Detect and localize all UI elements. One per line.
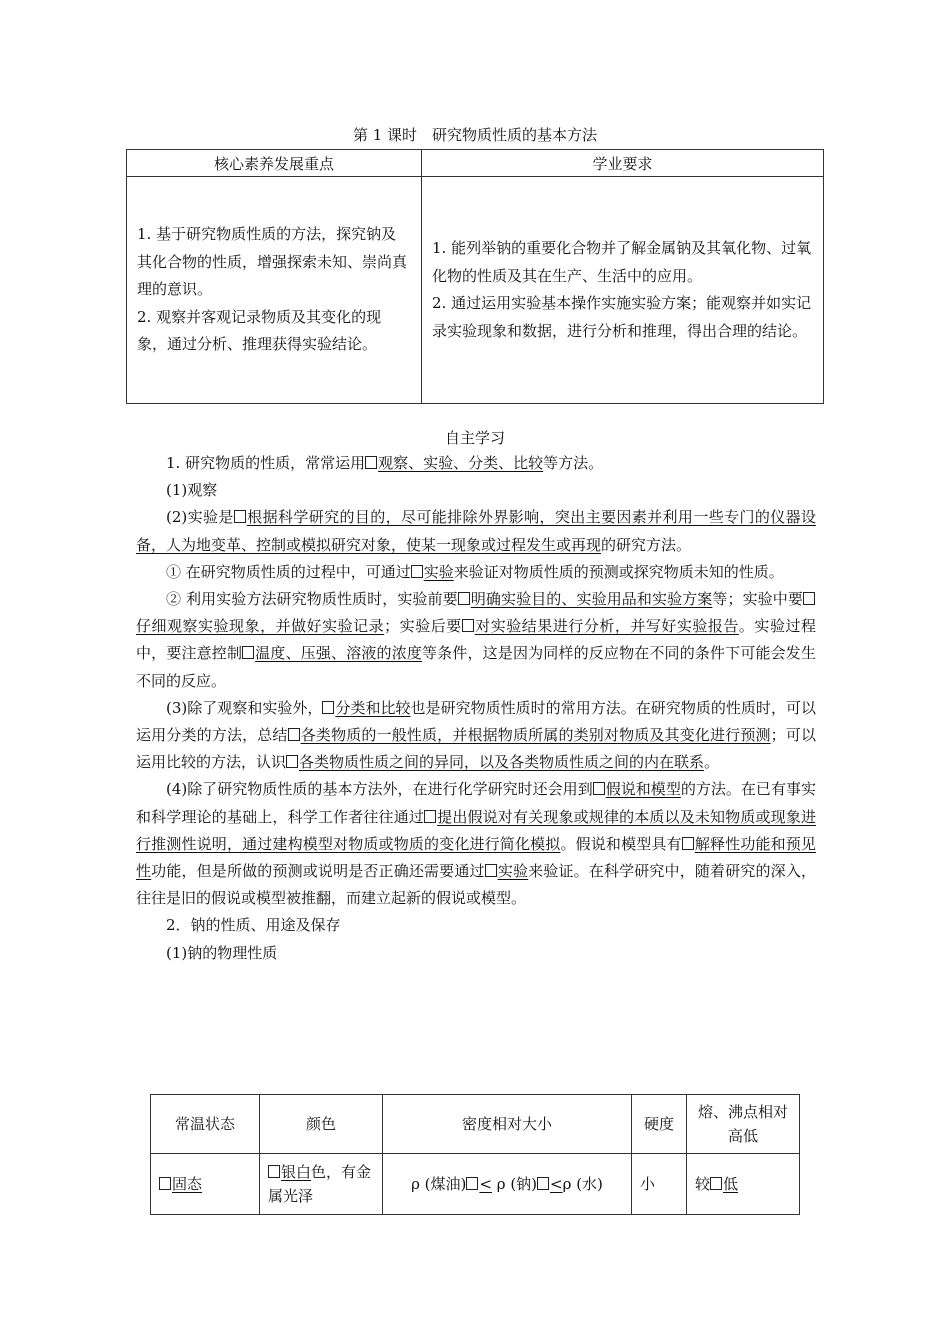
header-density: 密度相对大小	[383, 1095, 632, 1154]
p7-answer-3: 解释性功能和预见性	[136, 834, 816, 881]
mp-answer: 低	[723, 1175, 739, 1193]
density-kerosene: ρ (煤油)	[411, 1175, 467, 1193]
goals-header-requirements: 学业要求	[422, 150, 824, 177]
requirement-item-1: 1. 能列举钠的重要化合物并了解金属钠及其氧化物、过氧化物的性质及其在生产、生活中的应用。	[432, 239, 812, 285]
cell-density	[383, 1154, 632, 1215]
blank-box-icon	[411, 565, 423, 578]
requirements-cell	[422, 177, 824, 404]
p4-answer: 实验	[423, 562, 454, 581]
blank-box-icon	[424, 810, 436, 823]
core-item-1: 1. 基于研究物质性质的方法，探究钠及其化合物的性质，增强探索未知、崇尚真理的意识。	[137, 225, 408, 299]
paragraph-4	[136, 559, 816, 586]
p5-answer-2: 仔细观察实验现象，并做好实验记录	[136, 617, 385, 636]
p7-text-b: 的方法。在已有事实和科学理论的基础上，科学工作者往往通过	[136, 780, 816, 826]
blank-answer	[242, 644, 422, 662]
goals-table	[126, 149, 824, 404]
p6-text-a: (3)除了观察和实验外，	[166, 698, 323, 717]
blank-box-icon	[242, 646, 254, 659]
core-item-2: 2. 观察并客观记录物质及其变化的现象，通过分析、推理获得实验结论。	[137, 307, 382, 354]
section-title: 自主学习	[444, 429, 505, 447]
requirement-item-2: 2. 通过运用实验基本操作实施实验方案；能观察并如实记录实验现象和数据，进行分析和推理，得出合理的结论。	[432, 294, 812, 340]
cell-melting-point	[687, 1154, 800, 1215]
blank-box-icon	[159, 1177, 171, 1190]
blank-box-icon	[537, 1177, 549, 1190]
p5-text-e: 等条件，这是因为同样的反应物在不同的条件下可能会发生不同的反应。	[136, 644, 816, 690]
density-compare-1: <	[479, 1175, 492, 1193]
p5-text-d: 。实验过程中，要注意控制	[136, 617, 816, 663]
blank-answer	[537, 1175, 563, 1193]
blank-box-icon	[710, 1177, 722, 1190]
blank-box-icon	[466, 1177, 478, 1190]
header-state: 常温状态	[151, 1095, 260, 1154]
header-color: 颜色	[260, 1095, 383, 1154]
p5-text-b: 等；实验中要	[712, 590, 803, 609]
density-compare-2: <	[550, 1175, 563, 1193]
p7-answer-4: 实验	[497, 862, 529, 881]
paragraph-3	[136, 504, 816, 558]
p3-text-b: 的研究方法。	[601, 535, 692, 554]
blank-box-icon	[593, 782, 605, 795]
sodium-properties-table	[150, 1094, 800, 1215]
blank-answer	[286, 753, 704, 771]
p7-text-c: 。假说和模型具有	[560, 834, 682, 853]
blank-box-icon	[365, 456, 377, 469]
cell-color	[260, 1154, 383, 1215]
blank-answer	[593, 780, 681, 798]
paragraph-2: (1)观察	[166, 481, 218, 500]
p7-answer-2: 提出假说对有关现象或规律的本质以及未知物质或现象进行推测性说明，通过建构模型对物质或物质的变化进行简化模拟	[136, 807, 816, 853]
blank-box-icon	[288, 728, 300, 741]
blank-answer	[485, 862, 528, 880]
blank-box-icon	[286, 755, 298, 768]
p1-text-b: 等方法。	[543, 454, 604, 472]
paragraph-7	[136, 776, 816, 912]
paragraph-6	[136, 695, 816, 777]
blank-box-icon	[458, 592, 470, 605]
blank-answer	[322, 699, 410, 717]
density-water: ρ (水)	[562, 1175, 603, 1193]
p3-answer: 根据科学研究的目的，尽可能排除外界影响，突出主要因素并利用一些专门的仪器设备，人为地变革、控制或模拟研究对象，使某一现象或过程发生或再现	[136, 508, 817, 554]
p5-answer-4: 温度、压强、溶液的浓度	[255, 644, 423, 663]
header-hardness: 硬度	[632, 1095, 687, 1154]
p6-text-d: 。	[704, 753, 720, 772]
state-answer: 固态	[172, 1175, 203, 1193]
blank-answer	[710, 1175, 738, 1193]
p5-answer-1: 明确实验目的、实验用品和实验方案	[470, 590, 713, 609]
blank-answer	[462, 617, 739, 635]
p3-text-a: (2)实验是	[166, 508, 234, 527]
p6-text-c: ；可以运用比较的方法，认识	[136, 726, 816, 772]
p7-text-d: 功能，但是所做的预测或说明是否正确还需要通过	[151, 862, 485, 881]
blank-answer	[288, 726, 771, 744]
blank-box-icon	[485, 864, 497, 877]
paragraph-5	[136, 586, 816, 695]
p7-text-e: 来验证。在科学研究中，随着研究的深入，往往是旧的假说或模型被推翻，而建立起新的假说或模型。	[136, 862, 816, 908]
body-text	[136, 450, 816, 967]
mp-text: 较	[695, 1175, 711, 1193]
blank-box-icon	[268, 1165, 280, 1178]
blank-box-icon	[682, 837, 694, 850]
core-competency-cell	[127, 177, 422, 404]
p4-text-a: ① 在研究物质性质的过程中，可通过	[166, 562, 411, 581]
p5-answer-3: 对实验结果进行分析，并写好实验报告	[474, 617, 739, 636]
p6-answer-1: 分类和比较	[335, 698, 411, 717]
p6-answer-2: 各类物质的一般性质，并根据物质所属的类别对物质及其变化进行预测	[300, 726, 771, 745]
p6-text-b: 也是研究物质性质时的常用方法。在研究物质的性质时，可以运用分类的方法，总结	[136, 698, 816, 745]
paragraph-9: (1)钠的物理性质	[166, 943, 278, 962]
cell-state	[151, 1154, 260, 1215]
p1-answer: 观察、实验、分类、比较	[378, 454, 544, 472]
blank-box-icon	[803, 592, 815, 605]
blank-answer	[365, 454, 543, 472]
p1-text-a: 1. 研究物质的性质，常常运用	[166, 454, 366, 472]
p5-text-c: ；实验后要	[384, 617, 462, 636]
blank-answer	[411, 563, 454, 581]
goals-header-core: 核心素养发展重点	[127, 150, 422, 177]
blank-answer	[466, 1175, 492, 1193]
blank-box-icon	[462, 619, 474, 632]
paragraph-1	[136, 450, 816, 477]
paragraph-8: 2．钠的性质、用途及保存	[166, 916, 341, 935]
blank-answer	[458, 590, 713, 608]
blank-answer	[159, 1175, 202, 1193]
cell-hardness: 小	[632, 1154, 687, 1215]
blank-box-icon	[322, 701, 334, 714]
color-answer: 银白	[281, 1163, 312, 1181]
color-rest: 色，有金属光泽	[268, 1163, 372, 1205]
p4-text-b: 来验证对物质性质的预测或探究物质未知的性质。	[453, 562, 784, 581]
header-melting-point: 熔、沸点相对高低	[687, 1095, 800, 1154]
p6-answer-3: 各类物质性质之间的异同，以及各类物质性质之间的内在联系	[299, 753, 705, 772]
p5-text-a: ② 利用实验方法研究物质性质时，实验前要	[166, 590, 458, 609]
p7-answer-1: 假说和模型	[605, 780, 681, 799]
blank-answer	[268, 1163, 311, 1181]
blank-answer	[136, 508, 816, 553]
lesson-title: 第 1 课时 研究物质性质的基本方法	[352, 126, 598, 144]
blank-box-icon	[234, 510, 246, 523]
density-sodium: ρ (钠)	[496, 1175, 538, 1193]
p7-text-a: (4)除了研究物质性质的基本方法外，在进行化学研究时还会用到	[166, 780, 593, 799]
